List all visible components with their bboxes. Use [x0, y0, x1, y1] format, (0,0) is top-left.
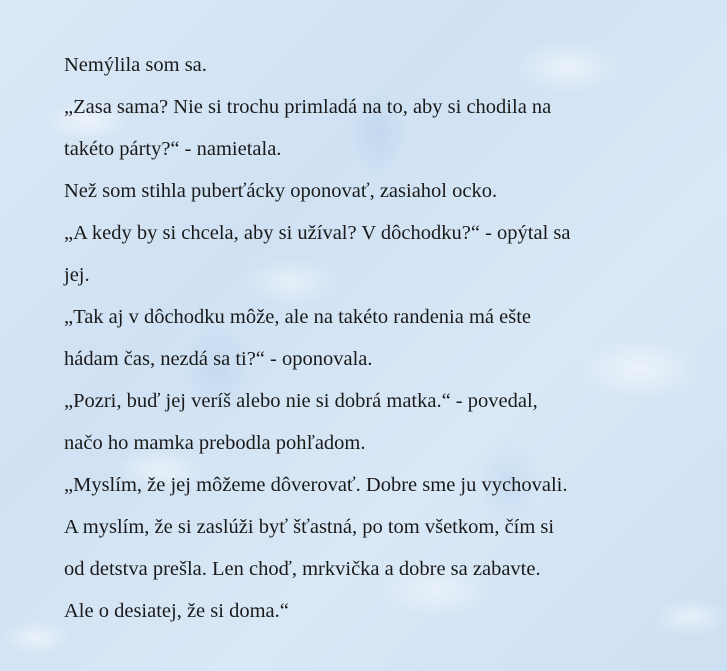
text-line: načo ho mamka prebodla pohľadom. [64, 432, 366, 454]
text-line: Ale o desiatej, že si doma.“ [64, 600, 289, 622]
story-text [64, 44, 704, 632]
text-line: „Tak aj v dôchodku môže, ale na takéto randenia má ešte [64, 306, 532, 328]
text-line: hádam čas, nezdá sa ti?“ - oponovala. [64, 348, 373, 370]
text-line: „Pozri, buď jej veríš alebo nie si dobrá matka.“ - povedal, [64, 390, 538, 412]
text-line: jej. [64, 264, 90, 286]
text-line: „Zasa sama? Nie si trochu primladá na to, aby si chodila na [64, 96, 552, 118]
text-line: „Myslím, že jej môžeme dôverovať. Dobre sme ju vychovali. [64, 474, 568, 496]
text-line: Nemýlila som sa. [64, 54, 207, 76]
text-line: Než som stihla puberťácky oponovať, zasiahol ocko. [64, 180, 498, 202]
text-line: A myslím, že si zaslúži byť šťastná, po tom všetkom, čím si [64, 516, 555, 538]
text-line: takéto párty?“ - namietala. [64, 138, 282, 160]
text-line: od detstva prešla. Len choď, mrkvička a dobre sa zabavte. [64, 558, 541, 580]
text-line: „A kedy by si chcela, aby si užíval? V dôchodku?“ - opýtal sa [64, 222, 571, 244]
